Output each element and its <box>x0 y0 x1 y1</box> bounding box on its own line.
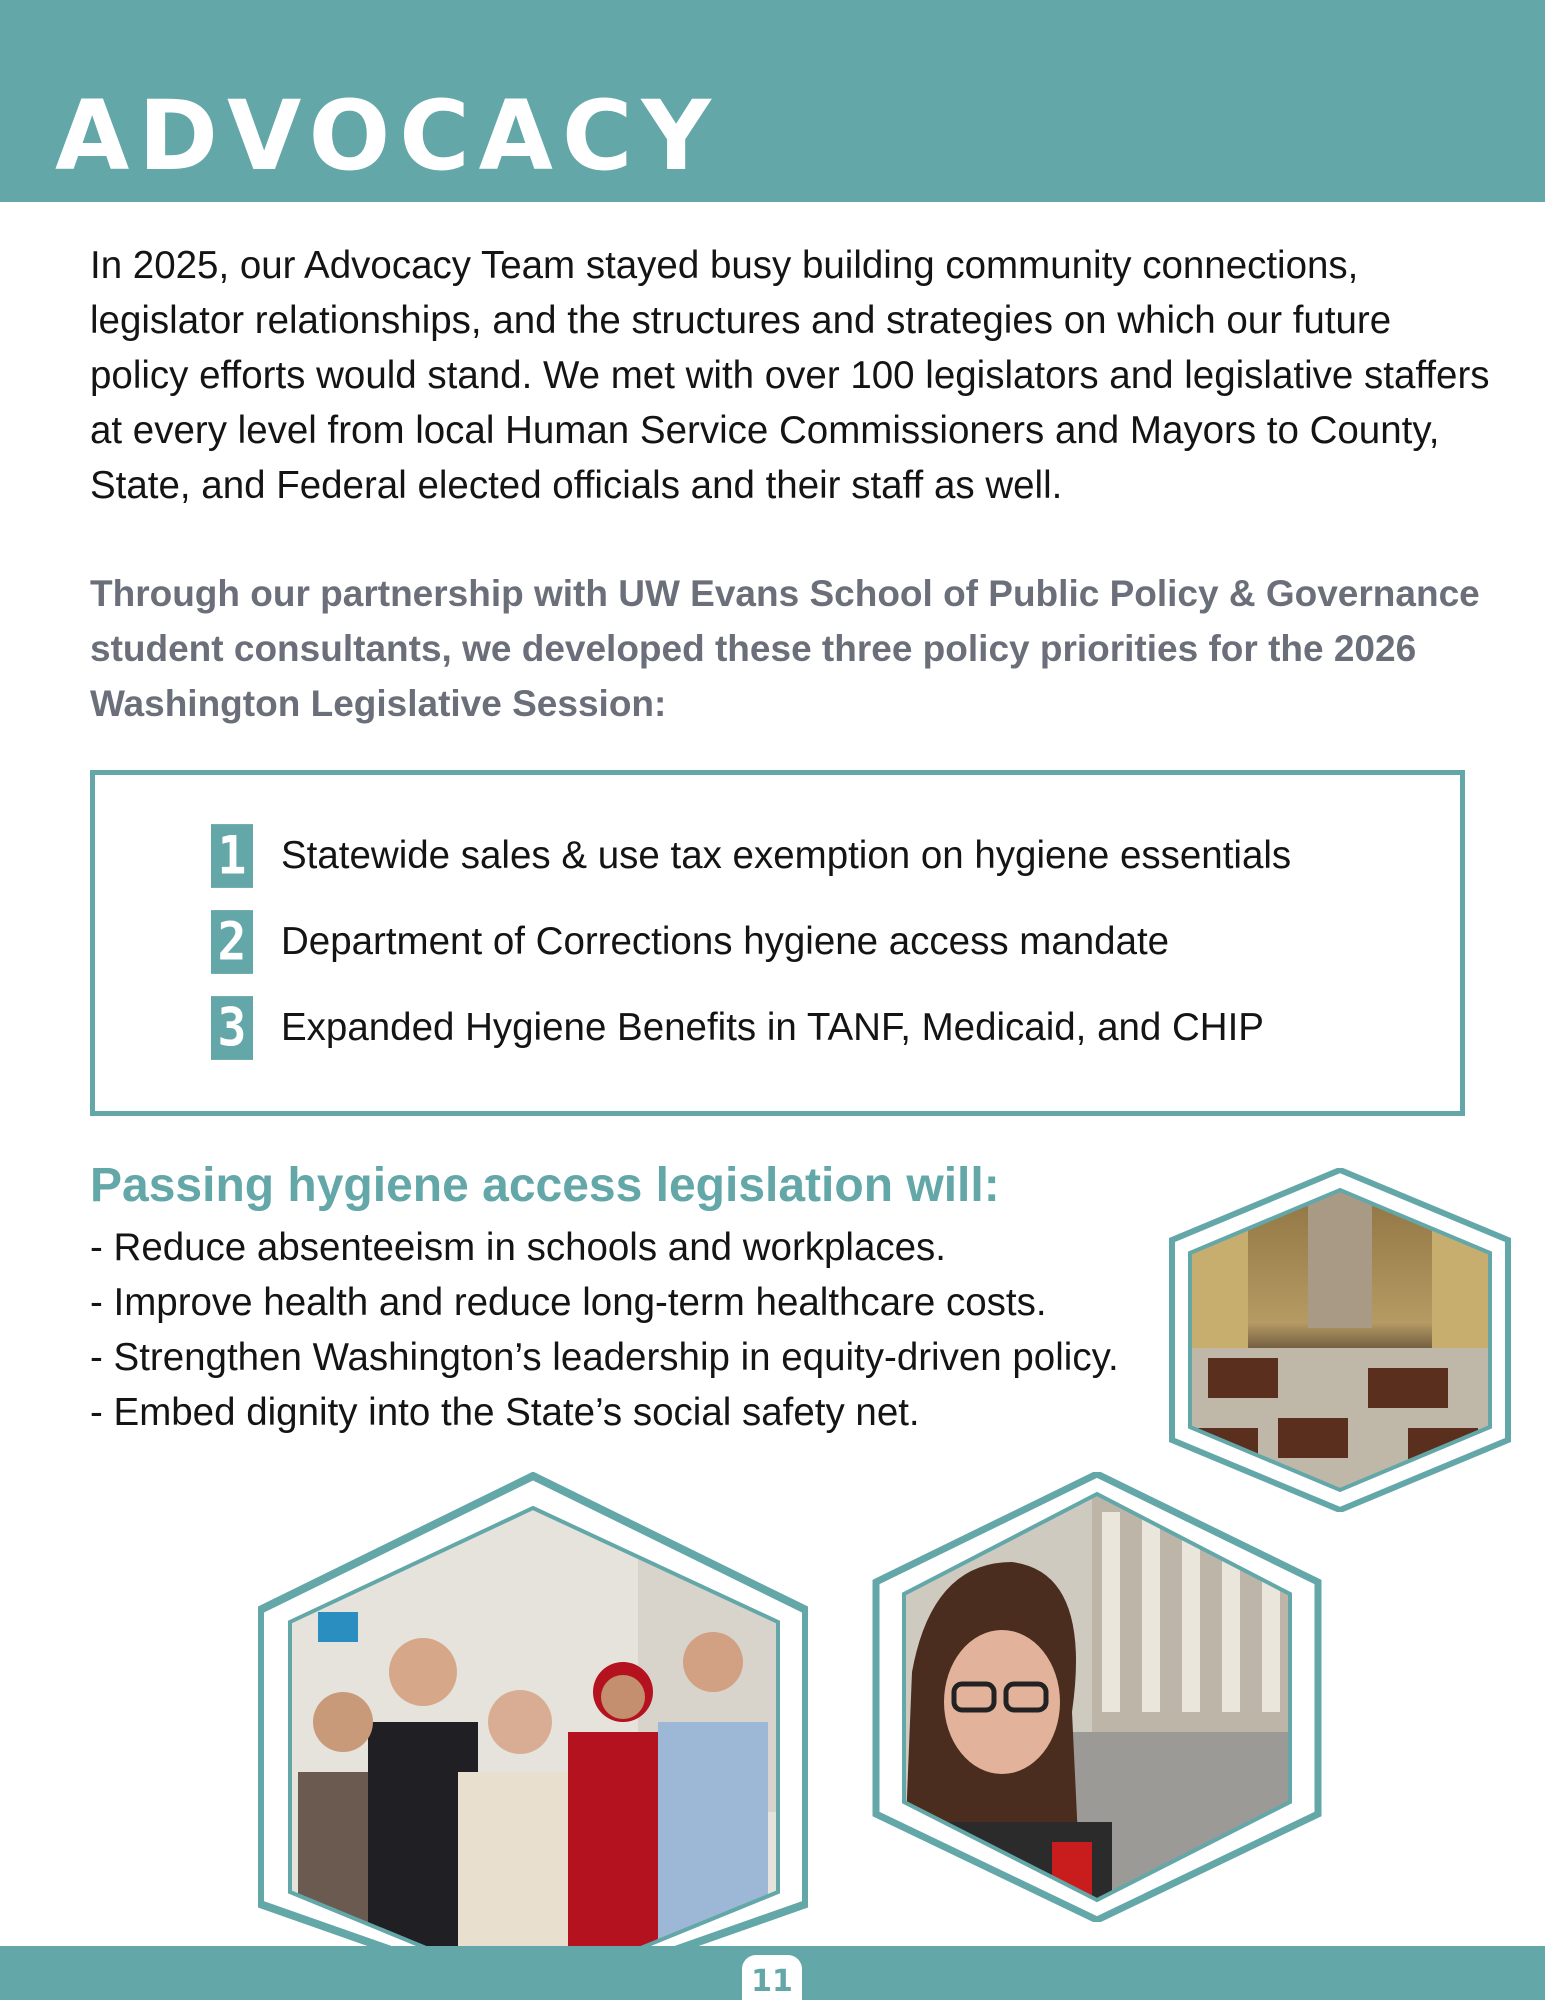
benefit-item: - Improve health and reduce long-term healthcare costs. <box>90 1281 1047 1324</box>
benefit-item: - Reduce absenteeism in schools and workplaces. <box>90 1226 947 1269</box>
priority-item-2 <box>211 912 1169 972</box>
legislation-heading: Passing hygiene access legislation will: <box>90 1159 1000 1212</box>
priority-text: Statewide sales & use tax exemption on hygiene essentials <box>281 834 1292 877</box>
page-number-tab <box>738 1951 806 2000</box>
page-title: ADVOCACY <box>55 80 720 192</box>
partnership-paragraph: Through our partnership with UW Evans School of Public Policy & Governance student consultants, we developed these three policy priorities for the 2026 Washington Legislative Session: <box>90 573 1480 724</box>
priority-text: Department of Corrections hygiene access mandate <box>281 920 1170 963</box>
intro-paragraph: In 2025, our Advocacy Team stayed busy building community connections, legislator relationships, and the structures and strategies on which our future policy efforts would stand. We met with over 100 legislators and legislative staffers at every level from local Human Service Commissioners and Mayors to County, State, and Federal elected officials and their staff as well. <box>90 244 1490 507</box>
benefits-list <box>90 1220 1119 1440</box>
capitol-selfie-photo <box>872 1472 1322 1922</box>
page-number: 11 <box>751 1963 793 1999</box>
benefit-item: - Embed dignity into the State’s social safety net. <box>90 1391 920 1434</box>
chamber-photo <box>1168 1168 1512 1512</box>
priority-number-badge: 2 <box>211 910 253 974</box>
priority-text: Expanded Hygiene Benefits in TANF, Medicaid, and CHIP <box>281 1006 1264 1049</box>
priority-number-badge: 1 <box>211 824 253 888</box>
benefit-item: - Strengthen Washington’s leadership in equity-driven policy. <box>90 1336 1119 1379</box>
priority-number-badge: 3 <box>211 996 253 1060</box>
group-photo <box>258 1472 808 2000</box>
policy-priorities-box <box>90 770 1465 1116</box>
priority-item-3 <box>211 998 1264 1058</box>
priority-item-1 <box>211 826 1291 886</box>
